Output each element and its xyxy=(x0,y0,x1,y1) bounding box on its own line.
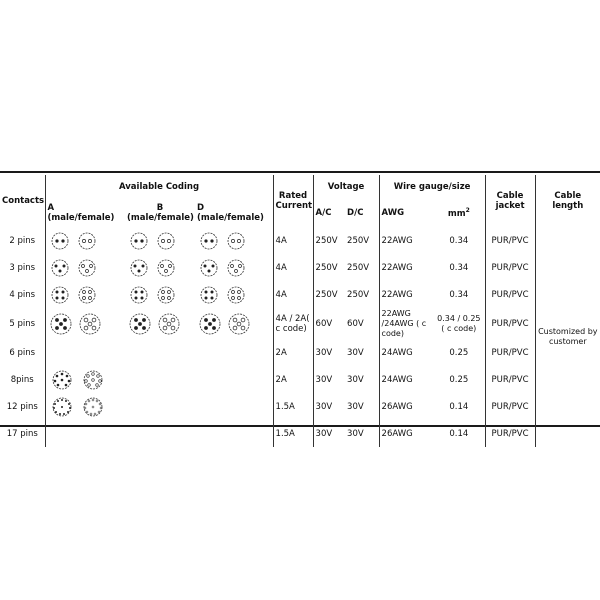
cell-voltage-ac: 30V xyxy=(315,401,333,412)
connector-male-icon xyxy=(197,258,221,278)
table-row xyxy=(0,254,600,281)
cell-coding-d xyxy=(195,393,273,420)
cell-coding-b xyxy=(125,227,195,254)
cell-voltage-dc: 250V xyxy=(345,227,379,254)
cell-cable-jacket: PUR/PVC xyxy=(485,339,535,366)
connector-female-icon xyxy=(224,258,248,278)
connector-female-icon xyxy=(75,258,99,278)
connector-female-icon xyxy=(79,369,107,391)
connector-female-icon xyxy=(156,312,182,336)
cell-voltage-dc: 250V xyxy=(345,254,379,281)
cell-coding-a xyxy=(45,254,125,281)
cell-voltage-ac: 250V xyxy=(315,235,338,246)
cell-coding-b xyxy=(125,420,195,447)
connector-female-icon xyxy=(224,231,248,251)
connector-male-icon xyxy=(48,369,76,391)
cell-coding-b xyxy=(125,308,195,339)
cell-contacts: 12 pins xyxy=(0,393,45,420)
cell-cable-jacket: PUR/PVC xyxy=(485,227,535,254)
cell-rated-current: 2A xyxy=(273,366,313,393)
cell-coding-a xyxy=(45,393,125,420)
connector-female-icon xyxy=(154,258,178,278)
cell-coding-a xyxy=(45,366,125,393)
header-coding-a: A (male/female) xyxy=(47,203,115,223)
cell-coding-b xyxy=(125,366,195,393)
cell-coding-a xyxy=(45,227,125,254)
cell-cable-jacket: PUR/PVC xyxy=(485,393,535,420)
table-row xyxy=(0,339,600,366)
connector-male-icon xyxy=(127,285,151,305)
cell-rated-current: 4A xyxy=(273,227,313,254)
connector-female-icon xyxy=(154,285,178,305)
cell-awg: 22AWG xyxy=(381,235,413,246)
cell-rated-current: 1.5A xyxy=(273,420,313,447)
cell-mm2: 0.14 xyxy=(433,420,485,447)
cell-coding-d xyxy=(195,308,273,339)
cell-mm2: 0.25 xyxy=(433,339,485,366)
table-row xyxy=(0,308,600,339)
header-coding-d: D (male/female) xyxy=(195,199,273,227)
cell-voltage-dc: 250V xyxy=(345,281,379,308)
cell-mm2: 0.34 xyxy=(433,254,485,281)
header-mm2: $mm^2$ xyxy=(433,199,485,227)
connector-female-icon xyxy=(75,231,99,251)
cell-cable-jacket: PUR/PVC xyxy=(485,366,535,393)
cell-contacts: 2 pins xyxy=(0,227,45,254)
cell-coding-d xyxy=(195,366,273,393)
header-rated-current: Rated Current xyxy=(273,175,313,227)
header-awg: AWG xyxy=(381,208,405,218)
cell-contacts: 6 pins xyxy=(0,339,45,366)
cell-voltage-ac: 30V xyxy=(315,374,333,385)
cell-rated-current: 4A xyxy=(273,281,313,308)
table-row xyxy=(0,420,600,447)
connector-female-icon xyxy=(75,285,99,305)
cell-awg: 26AWG xyxy=(381,428,413,439)
header-voltage: Voltage xyxy=(313,175,379,199)
connector-spec-table xyxy=(0,175,600,447)
cell-voltage-ac: 30V xyxy=(315,347,333,358)
cell-contacts: 8pins xyxy=(0,366,45,393)
header-available-coding: Available Coding xyxy=(45,175,273,199)
cell-voltage-ac: 250V xyxy=(315,289,338,300)
header-cable-jacket: Cable jacket xyxy=(485,175,535,227)
connector-male-icon xyxy=(127,312,153,336)
cell-rated-current: 1.5A xyxy=(273,393,313,420)
cell-coding-d xyxy=(195,227,273,254)
connector-male-icon xyxy=(197,285,221,305)
cell-coding-d xyxy=(195,420,273,447)
cell-coding-d xyxy=(195,339,273,366)
table-row xyxy=(0,227,600,254)
connector-male-icon xyxy=(48,396,76,418)
cell-rated-current: 2A xyxy=(273,339,313,366)
cell-mm2: 0.25 xyxy=(433,366,485,393)
cell-voltage-dc: 30V xyxy=(345,366,379,393)
cell-rated-current: 4A xyxy=(273,254,313,281)
cell-coding-b xyxy=(125,339,195,366)
cell-contacts: 17 pins xyxy=(0,420,45,447)
cell-contacts: 5 pins xyxy=(0,308,45,339)
cell-awg: 24AWG xyxy=(381,347,413,358)
cell-contacts: 3 pins xyxy=(0,254,45,281)
table-row xyxy=(0,366,600,393)
cell-awg: 22AWG xyxy=(381,262,413,273)
table-row xyxy=(0,393,600,420)
cell-voltage-dc: 30V xyxy=(345,339,379,366)
connector-male-icon xyxy=(48,312,74,336)
cell-coding-a xyxy=(45,339,125,366)
connector-male-icon xyxy=(127,231,151,251)
cell-cable-jacket: PUR/PVC xyxy=(485,281,535,308)
cell-voltage-ac: 250V xyxy=(315,262,338,273)
cell-voltage-dc: 30V xyxy=(345,420,379,447)
header-voltage-dc: D/C xyxy=(345,199,379,227)
header-coding-b: B (male/female) xyxy=(127,203,194,223)
cell-rated-current: 4A / 2A( c code) xyxy=(273,308,313,339)
cell-coding-a xyxy=(45,308,125,339)
connector-male-icon xyxy=(48,258,72,278)
cell-mm2: 0.14 xyxy=(433,393,485,420)
cell-mm2: 0.34 / 0.25 ( c code) xyxy=(433,308,485,339)
connector-female-icon xyxy=(77,312,103,336)
cell-cable-jacket: PUR/PVC xyxy=(485,254,535,281)
header-wire-gauge: Wire gauge/size xyxy=(379,175,485,199)
cell-awg: 22AWG /24AWG ( c code) xyxy=(381,308,427,338)
cell-voltage-dc: 60V xyxy=(345,308,379,339)
cell-cable-length: Customized by customer xyxy=(538,327,598,346)
connector-male-icon xyxy=(127,258,151,278)
cell-voltage-ac: 60V xyxy=(315,318,333,329)
cell-voltage-dc: 30V xyxy=(345,393,379,420)
cell-coding-b xyxy=(125,281,195,308)
cell-coding-b xyxy=(125,393,195,420)
cell-coding-b xyxy=(125,254,195,281)
cell-awg: 22AWG xyxy=(381,289,413,300)
connector-male-icon xyxy=(48,231,72,251)
table-row xyxy=(0,281,600,308)
header-cable-length: Cable length xyxy=(552,191,584,211)
header-voltage-ac: A/C xyxy=(315,208,332,218)
connector-female-icon xyxy=(224,285,248,305)
cell-coding-d xyxy=(195,254,273,281)
cell-coding-a xyxy=(45,281,125,308)
cell-voltage-ac: 30V xyxy=(315,428,333,439)
cell-contacts: 4 pins xyxy=(0,281,45,308)
connector-female-icon xyxy=(79,396,107,418)
cell-awg: 26AWG xyxy=(381,401,413,412)
connector-female-icon xyxy=(154,231,178,251)
header-contacts: Contacts xyxy=(0,175,45,227)
cell-coding-a xyxy=(45,420,125,447)
cell-awg: 24AWG xyxy=(381,374,413,385)
cell-mm2: 0.34 xyxy=(433,281,485,308)
cell-cable-jacket: PUR/PVC xyxy=(485,308,535,339)
connector-female-icon xyxy=(226,312,252,336)
connector-male-icon xyxy=(197,312,223,336)
spec-table-frame xyxy=(0,171,600,439)
cell-cable-jacket: PUR/PVC xyxy=(485,420,535,447)
connector-male-icon xyxy=(197,231,221,251)
cell-coding-d xyxy=(195,281,273,308)
connector-male-icon xyxy=(48,285,72,305)
cell-mm2: 0.34 xyxy=(433,227,485,254)
